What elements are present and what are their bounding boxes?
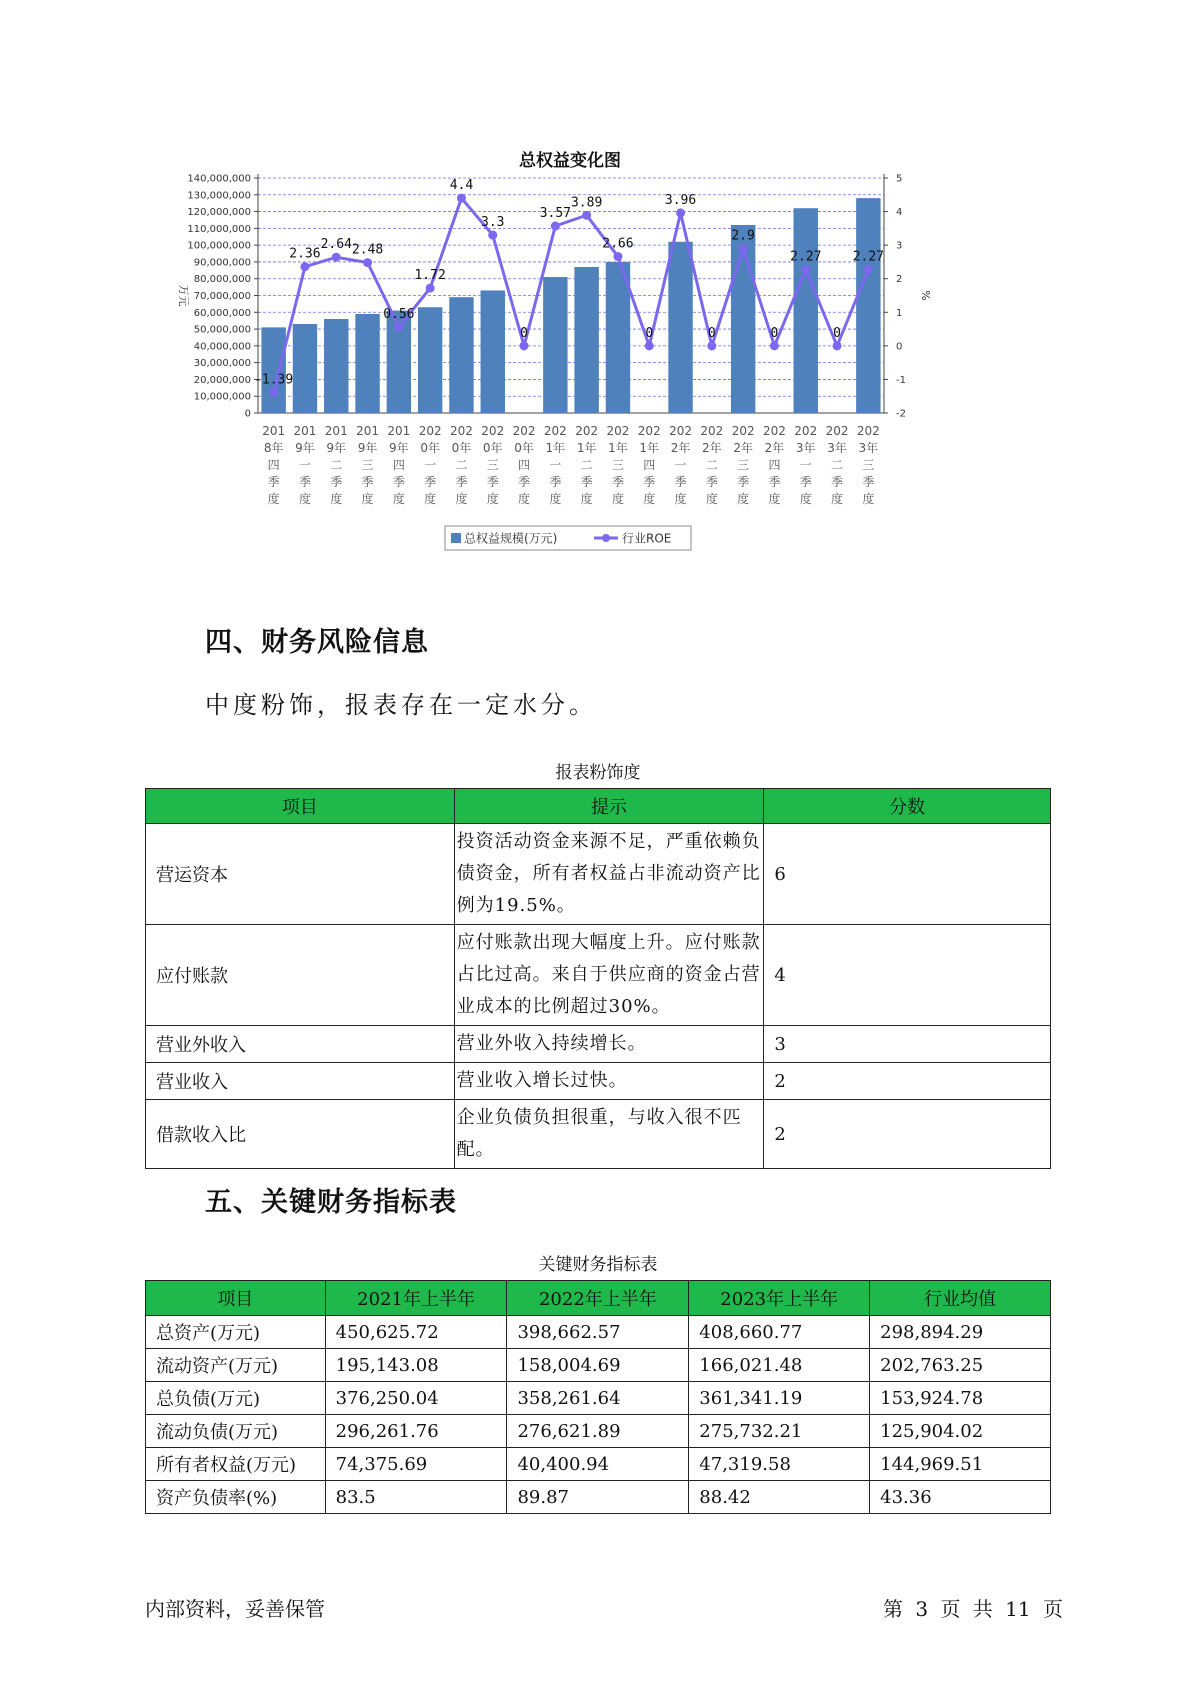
risk-summary: 中度粉饰，报表存在一定水分。 (205, 691, 597, 719)
x-axis-tick-label: 度 (831, 492, 844, 506)
risk-item: 营业收入 (146, 1063, 455, 1100)
risk-table-caption: 报表粉饰度 (555, 763, 641, 783)
x-axis-tick-label: 0年 (482, 441, 503, 455)
y2-axis-title: % (919, 290, 932, 301)
risk-score: 2 (764, 1100, 1051, 1169)
kpi-item: 所有者权益(万元) (146, 1448, 326, 1481)
roe-point (613, 252, 622, 261)
x-axis-tick-label: 9年 (389, 441, 409, 455)
y-axis-tick-label: 70,000,000 (193, 291, 251, 302)
roe-data-label: 2.9 (731, 228, 755, 244)
x-axis-tick-label: 1年 (576, 441, 597, 455)
y-axis-tick-label: 60,000,000 (193, 307, 251, 319)
roe-point (739, 244, 748, 253)
kpi-value: 153,924.78 (870, 1382, 1051, 1415)
kpi-table-header-row (146, 1281, 1051, 1316)
risk-hint: 营业外收入持续增长。 (454, 1026, 764, 1063)
y2-axis-tick-label: 4 (896, 207, 903, 219)
x-axis-tick-label: 季 (298, 475, 311, 489)
x-axis-tick-label: 季 (486, 475, 499, 489)
y-axis-tick-label: 140,000,000 (187, 173, 251, 185)
x-axis-tick-label: 度 (330, 492, 343, 506)
x-axis-tick-label: 202 (449, 424, 473, 438)
roe-data-label: 0 (520, 325, 528, 341)
roe-point (551, 222, 560, 231)
chart-bar (293, 324, 317, 413)
x-axis-tick-label: 2年 (733, 441, 753, 455)
roe-point (833, 341, 842, 350)
roe-point (707, 341, 716, 350)
kpi-value: 361,341.19 (689, 1382, 870, 1415)
kpi-table-caption: 关键财务指标表 (538, 1255, 658, 1275)
kpi-value: 166,021.48 (689, 1349, 870, 1382)
x-axis-tick-label: 3年 (858, 441, 879, 455)
kpi-value: 195,143.08 (325, 1349, 507, 1382)
risk-score: 6 (764, 824, 1051, 925)
x-axis-tick-label: 1年 (639, 441, 660, 455)
x-axis-tick-label: 201 (262, 424, 286, 438)
kpi-value: 398,662.57 (507, 1316, 689, 1349)
x-axis-tick-label: 9年 (295, 441, 315, 455)
roe-data-label: 3.57 (539, 206, 572, 222)
kpi-value: 43.36 (870, 1481, 1051, 1514)
x-axis-tick-label: 0年 (420, 441, 440, 455)
x-axis-tick-label: 季 (705, 475, 718, 489)
roe-data-label: 2.27 (852, 249, 885, 265)
roe-data-label: 0.56 (383, 307, 415, 323)
risk-table (145, 788, 1051, 1169)
kpi-value: 88.42 (689, 1481, 870, 1514)
y2-axis-tick-label: 0 (896, 341, 903, 353)
legend-bar-label: 总权益规模(万元) (464, 531, 558, 546)
kpi-item: 总负债(万元) (146, 1382, 326, 1415)
roe-data-label: 0 (833, 325, 841, 341)
x-axis-tick-label: 季 (611, 475, 624, 489)
x-axis-tick-label: 一 (549, 458, 562, 472)
x-axis-tick-label: 度 (643, 492, 656, 506)
x-axis-tick-label: 季 (267, 475, 280, 489)
kpi-header-cell: 项目 (146, 1281, 326, 1316)
x-axis-tick-label: 3年 (827, 441, 847, 455)
roe-data-label: 3.3 (481, 215, 505, 231)
table-row (146, 1100, 1051, 1169)
x-axis-tick-label: 一 (674, 458, 687, 472)
x-axis-tick-label: 度 (518, 492, 531, 506)
chart-bar (481, 290, 505, 413)
x-axis-tick-label: 202 (543, 424, 567, 438)
kpi-table (145, 1280, 1051, 1514)
x-axis-tick-label: 季 (831, 475, 844, 489)
table-row (146, 1316, 1051, 1349)
x-axis-tick-label: 季 (424, 475, 437, 489)
kpi-value: 275,732.21 (689, 1415, 870, 1448)
x-axis-tick-label: 季 (518, 475, 531, 489)
x-axis-tick-label: 度 (705, 492, 718, 506)
x-axis-tick-label: 四 (392, 458, 405, 472)
x-axis-tick-label: 202 (481, 424, 505, 438)
chart-bar (418, 307, 442, 413)
kpi-value: 298,894.29 (870, 1316, 1051, 1349)
roe-point (394, 323, 403, 332)
table-row (146, 1026, 1051, 1063)
chart-bar (794, 208, 818, 413)
roe-data-label: 0 (707, 325, 716, 341)
roe-data-label: 2.66 (602, 236, 634, 252)
x-axis-tick-label: 三 (862, 458, 875, 472)
x-axis-tick-label: 四 (518, 458, 531, 472)
x-axis-tick-label: 202 (637, 424, 661, 438)
y-axis-title: 万元 (177, 284, 190, 307)
x-axis-tick-label: 2年 (764, 441, 785, 455)
x-axis-tick-label: 四 (768, 458, 781, 472)
x-axis-tick-label: 1年 (545, 441, 566, 455)
y2-axis-tick-label: 1 (896, 307, 903, 319)
roe-point (363, 258, 372, 267)
x-axis-tick-label: 度 (267, 492, 280, 506)
x-axis-tick-label: 202 (856, 424, 880, 438)
x-axis-tick-label: 3年 (795, 441, 816, 455)
kpi-value: 358,261.64 (507, 1382, 689, 1415)
y2-axis-tick-label: 2 (896, 274, 903, 286)
x-axis-tick-label: 四 (643, 458, 656, 472)
x-axis-tick-label: 202 (606, 424, 630, 438)
x-axis-tick-label: 202 (762, 424, 786, 438)
risk-hint: 企业负债负担很重，与收入很不匹配。 (454, 1100, 764, 1169)
roe-point (582, 211, 591, 220)
x-axis-tick-label: 季 (549, 475, 562, 489)
roe-data-label: 2.36 (289, 246, 321, 262)
x-axis-tick-label: 季 (862, 475, 875, 489)
roe-data-label: 2.27 (790, 249, 822, 265)
roe-point (520, 341, 529, 350)
y-axis-tick-label: 0 (244, 408, 251, 420)
y-axis-tick-label: 130,000,000 (187, 190, 251, 202)
x-axis-tick-label: 度 (799, 492, 812, 506)
x-axis-tick-label: 季 (737, 475, 750, 489)
roe-point (300, 262, 309, 271)
x-axis-tick-label: 1年 (608, 441, 628, 455)
x-axis-tick-label: 二 (580, 458, 593, 472)
equity-chart (170, 138, 970, 598)
x-axis-tick-label: 2年 (670, 441, 691, 455)
x-axis-tick-label: 季 (455, 475, 468, 489)
kpi-value: 276,621.89 (507, 1415, 689, 1448)
x-axis-tick-label: 季 (580, 475, 593, 489)
roe-point (801, 265, 810, 274)
x-axis-tick-label: 度 (486, 492, 499, 506)
x-axis-tick-label: 202 (669, 424, 693, 438)
x-axis-tick-label: 三 (737, 458, 750, 472)
kpi-item: 流动资产(万元) (146, 1349, 326, 1382)
x-axis-tick-label: 0年 (451, 441, 472, 455)
x-axis-tick-label: 度 (361, 492, 374, 506)
kpi-header-cell: 2022年上半年 (507, 1281, 689, 1316)
roe-data-label: -1.39 (254, 372, 294, 388)
kpi-value: 47,319.58 (689, 1448, 870, 1481)
x-axis-tick-label: 度 (674, 492, 687, 506)
footer-page-number: 第 3 页 共 11 页 (883, 1597, 1063, 1621)
kpi-header-cell: 2021年上半年 (325, 1281, 507, 1316)
roe-point (426, 284, 435, 293)
x-axis-tick-label: 202 (731, 424, 755, 438)
x-axis-tick-label: 季 (643, 475, 656, 489)
y-axis-tick-label: 90,000,000 (193, 257, 251, 269)
x-axis-tick-label: 度 (455, 492, 468, 506)
risk-item: 营运资本 (146, 824, 455, 925)
roe-data-label: 4.4 (449, 178, 474, 194)
roe-point (645, 341, 654, 350)
y-axis-tick-label: 30,000,000 (193, 358, 251, 370)
roe-point (864, 265, 873, 274)
roe-point (770, 341, 779, 350)
x-axis-tick-label: 季 (392, 475, 405, 489)
x-axis-tick-label: 度 (862, 492, 875, 506)
y2-axis-tick-label: 5 (896, 173, 903, 185)
x-axis-tick-label: 三 (486, 458, 499, 472)
kpi-item: 总资产(万元) (146, 1316, 326, 1349)
y-axis-tick-label: 110,000,000 (187, 223, 251, 235)
chart-bar (449, 297, 473, 413)
x-axis-tick-label: 度 (737, 492, 750, 506)
y2-axis-tick-label: 3 (896, 240, 903, 252)
x-axis-tick-label: 季 (768, 475, 781, 489)
table-row (146, 925, 1051, 1026)
risk-hint: 投资活动资金来源不足，严重依赖负债资金，所有者权益占非流动资产比例为19.5%。 (454, 824, 764, 925)
x-axis-tick-label: 一 (424, 458, 437, 472)
risk-header-hint: 提示 (454, 789, 764, 824)
risk-item: 应付账款 (146, 925, 455, 1026)
chart-bar (668, 242, 692, 413)
kpi-value: 202,763.25 (870, 1349, 1051, 1382)
x-axis-tick-label: 二 (831, 458, 844, 472)
roe-data-label: 3.96 (664, 192, 697, 208)
x-axis-tick-label: 二 (455, 458, 468, 472)
roe-data-label: 3.89 (570, 195, 603, 211)
table-row (146, 1448, 1051, 1481)
risk-score: 3 (764, 1026, 1051, 1063)
kpi-value: 125,904.02 (870, 1415, 1051, 1448)
y-axis-tick-label: 50,000,000 (193, 324, 251, 336)
x-axis-tick-label: 201 (324, 424, 348, 438)
risk-score: 2 (764, 1063, 1051, 1100)
kpi-value: 158,004.69 (507, 1349, 689, 1382)
kpi-header-cell: 行业均值 (870, 1281, 1051, 1316)
roe-point (269, 388, 278, 397)
x-axis-tick-label: 202 (794, 424, 818, 438)
risk-item: 借款收入比 (146, 1100, 455, 1169)
x-axis-tick-label: 二 (330, 458, 343, 472)
roe-data-label: 2.64 (320, 237, 352, 253)
y-axis-tick-label: 120,000,000 (187, 207, 251, 219)
x-axis-tick-label: 度 (611, 492, 624, 506)
x-axis-tick-label: 季 (799, 475, 812, 489)
x-axis-tick-label: 季 (674, 475, 687, 489)
x-axis-tick-label: 季 (330, 475, 343, 489)
roe-point (332, 253, 341, 262)
kpi-value: 40,400.94 (507, 1448, 689, 1481)
table-row (146, 1481, 1051, 1514)
x-axis-tick-label: 一 (298, 458, 311, 472)
kpi-item: 资产负债率(%) (146, 1481, 326, 1514)
legend-bar-swatch (451, 533, 461, 543)
kpi-value: 296,261.76 (325, 1415, 507, 1448)
x-axis-tick-label: 度 (549, 492, 562, 506)
x-axis-tick-label: 一 (799, 458, 812, 472)
table-row (146, 1415, 1051, 1448)
x-axis-tick-label: 三 (361, 458, 374, 472)
roe-data-label: 1.72 (414, 268, 446, 284)
legend-line-label: 行业ROE (622, 531, 672, 546)
kpi-value: 450,625.72 (325, 1316, 507, 1349)
roe-data-label: 0 (645, 325, 654, 341)
x-axis-tick-label: 0年 (514, 441, 534, 455)
x-axis-tick-label: 9年 (326, 441, 347, 455)
chart-bar (355, 314, 379, 413)
table-row (146, 824, 1051, 925)
y2-axis-tick-label: -2 (896, 408, 906, 420)
x-axis-tick-label: 202 (512, 424, 536, 438)
y-axis-tick-label: 100,000,000 (187, 240, 251, 252)
chart-bar (856, 198, 880, 413)
chart-bar (543, 277, 567, 413)
footer-confidential: 内部资料，妥善保管 (145, 1597, 325, 1621)
risk-item: 营业外收入 (146, 1026, 455, 1063)
roe-point (488, 231, 497, 240)
y2-axis-tick-label: -1 (896, 374, 906, 386)
x-axis-tick-label: 201 (293, 424, 317, 438)
y-axis-tick-label: 10,000,000 (193, 391, 251, 403)
roe-data-label: 2.48 (351, 242, 384, 258)
y-axis-tick-label: 80,000,000 (193, 274, 251, 286)
chart-bar (574, 267, 598, 413)
x-axis-tick-label: 201 (356, 424, 380, 438)
x-axis-tick-label: 二 (705, 458, 718, 472)
roe-data-label: 0 (770, 325, 779, 341)
x-axis-tick-label: 8年 (263, 441, 284, 455)
x-axis-tick-label: 四 (267, 458, 280, 472)
kpi-value: 89.87 (507, 1481, 689, 1514)
risk-hint: 营业收入增长过快。 (454, 1063, 764, 1100)
risk-header-score: 分数 (764, 789, 1051, 824)
roe-point (457, 194, 466, 203)
x-axis-tick-label: 201 (387, 424, 411, 438)
x-axis-tick-label: 度 (580, 492, 593, 506)
risk-header-item: 项目 (146, 789, 455, 824)
table-row (146, 1063, 1051, 1100)
x-axis-tick-label: 度 (768, 492, 781, 506)
x-axis-tick-label: 季 (361, 475, 374, 489)
kpi-value: 144,969.51 (870, 1448, 1051, 1481)
kpi-value: 408,660.77 (689, 1316, 870, 1349)
legend-line-marker (602, 534, 610, 542)
table-row (146, 1349, 1051, 1382)
x-axis-tick-label: 9年 (357, 441, 378, 455)
kpi-value: 83.5 (325, 1481, 507, 1514)
risk-score: 4 (764, 925, 1051, 1026)
roe-point (676, 208, 685, 217)
chart-bar (261, 327, 285, 413)
x-axis-tick-label: 202 (418, 424, 442, 438)
x-axis-tick-label: 三 (611, 458, 624, 472)
y-axis-tick-label: 20,000,000 (193, 374, 251, 386)
kpi-value: 376,250.04 (325, 1382, 507, 1415)
risk-hint: 应付账款出现大幅度上升。应付账款占比过高。来自于供应商的资金占营业成本的比例超过30%。 (454, 925, 764, 1026)
x-axis-tick-label: 度 (298, 492, 311, 506)
chart-bar (324, 319, 348, 413)
x-axis-tick-label: 2年 (702, 441, 722, 455)
kpi-section-heading: 五、关键财务指标表 (205, 1187, 457, 1218)
x-axis-tick-label: 度 (392, 492, 405, 506)
chart-canvas (170, 138, 970, 598)
x-axis-tick-label: 度 (424, 492, 437, 506)
kpi-header-cell: 2023年上半年 (689, 1281, 870, 1316)
chart-title: 总权益变化图 (519, 151, 621, 171)
table-row (146, 1382, 1051, 1415)
x-axis-tick-label: 202 (825, 424, 849, 438)
kpi-value: 74,375.69 (325, 1448, 507, 1481)
risk-section-heading: 四、财务风险信息 (205, 627, 429, 658)
y-axis-tick-label: 40,000,000 (193, 341, 251, 353)
x-axis-tick-label: 202 (575, 424, 599, 438)
kpi-item: 流动负债(万元) (146, 1415, 326, 1448)
x-axis-tick-label: 202 (700, 424, 724, 438)
risk-table-header-row (146, 789, 1051, 824)
